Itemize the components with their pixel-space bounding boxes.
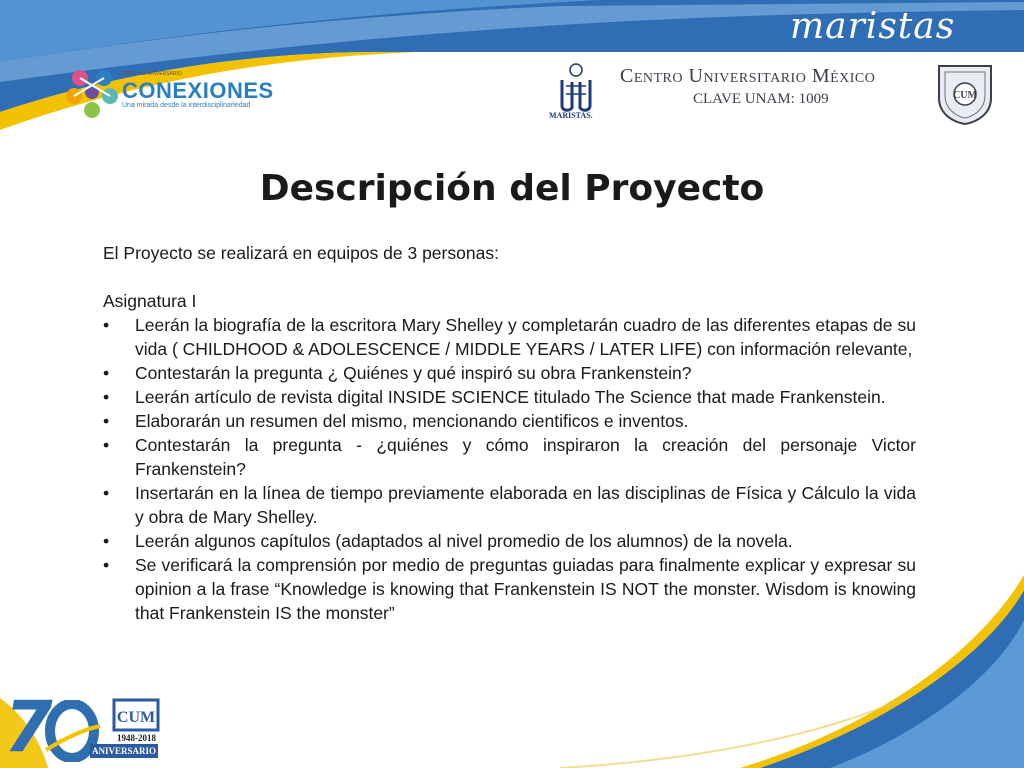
page-title: Descripción del Proyecto — [259, 168, 765, 209]
maristas-wordmark: maristas — [790, 6, 956, 47]
maristas-crest-label: MARISTAS. — [549, 111, 593, 120]
shield-text: CUM — [953, 90, 977, 101]
institution-clave: CLAVE UNAM: 1009 — [693, 91, 829, 107]
conexiones-caption: DGRE • 20 ANIVERSARIO — [122, 71, 182, 77]
anniversary-years: 1948-2018 — [117, 733, 156, 743]
list-item: • Elaborarán un resumen del mismo, mencionando cientificos e inventos. — [103, 409, 916, 433]
list-item: • Contestarán la pregunta - ¿quiénes y cómo inspiraron la creación del personaje Victor Frankenstein? — [103, 433, 916, 481]
subject-heading: Asignatura I — [103, 291, 197, 311]
university-shield-icon — [935, 62, 995, 126]
anniversary-badge-text: CUM — [116, 709, 156, 726]
anniversary-number: 7 — [4, 686, 53, 768]
list-item: • Leerán artículo de revista digital INSIDE SCIENCE titulado The Science that made Frankenstein. — [103, 385, 916, 409]
list-item: • Leerán algunos capítulos (adaptados al nivel promedio de los alumnos) de la novela. — [103, 529, 916, 553]
conexiones-tagline: Una mirada desde la interdisciplinariedad — [122, 102, 251, 109]
list-item: • Insertarán en la línea de tiempo previamente elaborada en las disciplinas de Física y Cálculo la vida y obra de Mary Shelley. — [103, 481, 916, 529]
list-item: • Leerán la biografía de la escritora Mary Shelley y completarán cuadro de las diferentes etapas de su vida ( CHILDHOOD & ADOLESCENCE / MIDDLE YEARS / LATER LIFE) con información relevante, — [103, 313, 916, 361]
project-description — [103, 241, 916, 625]
cum-small-logo-icon — [108, 698, 164, 732]
institution-name: Centro Universitario México — [620, 65, 876, 87]
anniversary-label: ANIVERSARIO — [91, 746, 156, 756]
conexiones-title: CONEXIONES — [122, 78, 274, 103]
intro-text: El Proyecto se realizará en equipos de 3 personas: — [103, 243, 499, 263]
bullet-list — [103, 313, 916, 625]
list-item: • Contestarán la pregunta ¿ Quiénes y qué inspiró su obra Frankenstein? — [103, 361, 916, 385]
list-item: • Se verificará la comprensión por medio de preguntas guiadas para finalmente explicar y expresar su opinion a la frase “Knowledge is knowing that Frankenstein IS NOT the monster. Wisdom is knowing that Frankenstein IS the monster” — [103, 553, 916, 625]
